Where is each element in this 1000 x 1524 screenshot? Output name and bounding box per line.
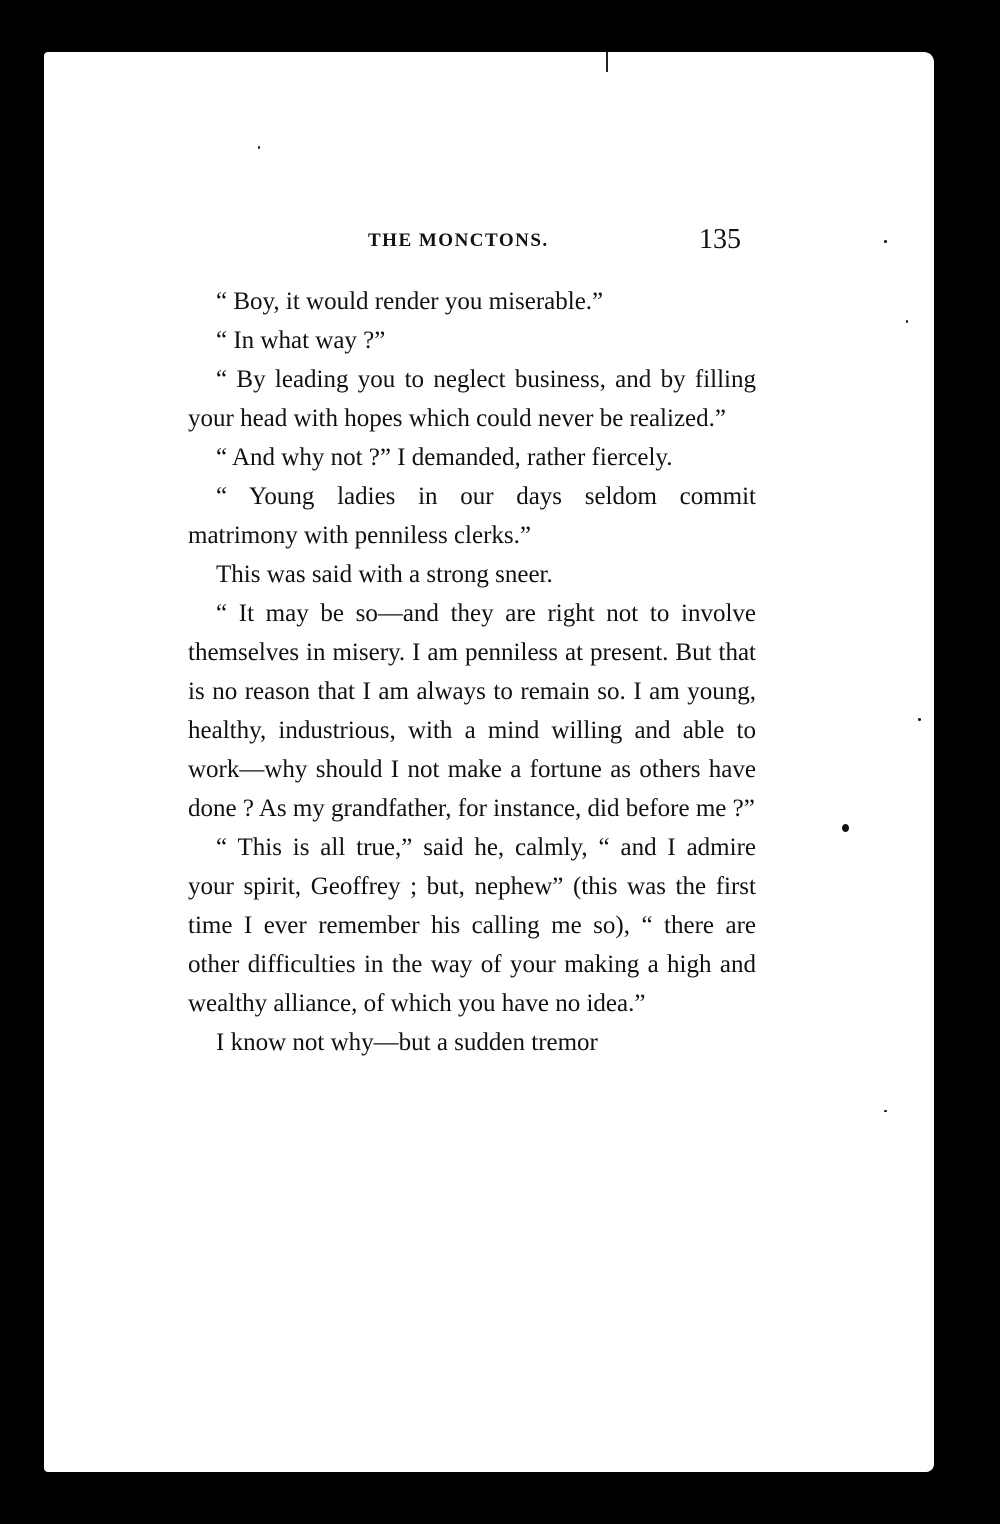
- ink-speck: [918, 718, 921, 721]
- paragraph: “ This is all true,” said he, calmly, “ and I admire your spirit, Geoffrey ; but, nephew” (this was the first time I ever remember his calling me so), “ there are other difficulties in the way of your making a high and wealthy alliance, of which you have no idea.”: [188, 834, 756, 1017]
- page-edge-top-mark: [606, 52, 608, 72]
- page-number: 135: [699, 224, 741, 255]
- ink-speck: [906, 320, 908, 323]
- paragraph: “ By leading you to neglect business, and by filling your head with hopes which could never be realized.”: [188, 366, 756, 432]
- ink-speck: [842, 824, 849, 832]
- ink-speck: [258, 146, 260, 149]
- paragraph: “ It may be so—and they are right not to involve themselves in misery. I am penniless at present. But that is no reason that I am always to remain so. I am young, healthy, industrious, with a mind willing and able to work—why should I not make a fortune as others have done ? As my grandfather, for instance, did before me ?”: [188, 600, 756, 822]
- paragraph: I know not why—but a sudden tremor: [216, 1029, 598, 1056]
- paragraph: “ And why not ?” I demanded, rather fiercely.: [216, 444, 673, 471]
- ink-speck: [884, 240, 887, 243]
- paragraph: “ In what way ?”: [216, 327, 386, 354]
- running-head: THE MONCTONS.: [368, 230, 549, 251]
- body-text: [188, 282, 756, 1062]
- ink-speck: [884, 1110, 887, 1112]
- paragraph: “ Young ladies in our days seldom commit matrimony with penniless clerks.”: [188, 483, 756, 549]
- page-header: [0, 224, 1000, 254]
- paragraph: “ Boy, it would render you miserable.”: [216, 288, 604, 315]
- paragraph: This was said with a strong sneer.: [216, 561, 553, 588]
